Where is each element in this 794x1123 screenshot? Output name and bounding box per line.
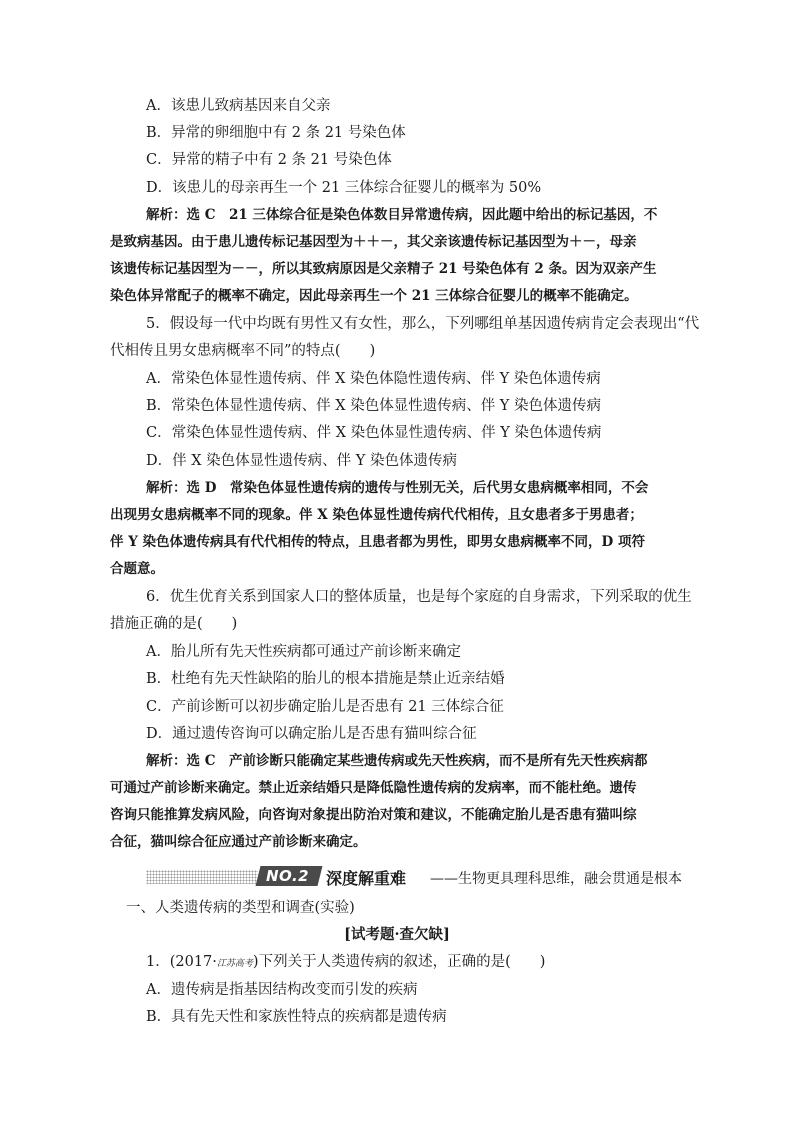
explanation-line: 合征，猫叫综合征应通过产前诊断来确定。 (110, 834, 367, 850)
explanation-line: 出现男女患病概率不同的现象。伴 X 染色体显性遗传病代代相传，且女患者多于男患者； (110, 507, 643, 523)
explanation-line: 解析：选 C 21 三体综合征是染色体数目异常遗传病，因此题中给出的标记基因，不 (146, 207, 658, 223)
explanation-line: 是致病基因。由于患儿遗传标记基因型为＋＋－，其父亲该遗传标记基因型为＋－，母亲 (110, 234, 637, 250)
question-source: 江苏高考 (216, 959, 253, 969)
option-b: B．常染色体显性遗传病、伴 X 染色体显性遗传病、伴 Y 染色体遗传病 (146, 398, 601, 414)
section-subtitle: ——生物更具理科思维，融会贯通是根本 (430, 871, 682, 887)
option-a: A．胎儿所有先天性疾病都可通过产前诊断来确定 (146, 644, 461, 660)
option-d: D．该患儿的母亲再生一个 21 三体综合征婴儿的概率为 50% (146, 180, 542, 196)
subsection-heading: [试考题·查欠缺] (344, 926, 450, 943)
explanation-line: 伴 Y 染色体遗传病具有代代相传的特点，且患者都为男性，即男女患病概率不同，D 项符 (110, 534, 645, 550)
explanation-line: 解析：选 C 产前诊断只能确定某些遗传病或先天性疾病，而不是所有先天性疾病都 (146, 753, 648, 769)
explanation-line: 解析：选 D 常染色体显性遗传病的遗传与性别无关，后代男女患病概率相同，不会 (146, 480, 649, 496)
section-title: 深度解重难 (326, 869, 407, 888)
option-c: C．异常的精子中有 2 条 21 号染色体 (146, 152, 392, 168)
option-a: A．该患儿致病基因来自父亲 (146, 98, 331, 114)
question-5-stem: 代相传且男女患病概率不同”的特点( ) (110, 343, 376, 359)
option-b: B．杜绝有先天性缺陷的胎儿的根本措施是禁止近亲结婚 (146, 671, 505, 687)
question-6-stem: 措施正确的是( ) (110, 616, 238, 632)
explanation-line: 染色体异常配子的概率不确定，因此母亲再生一个 21 三体综合征婴儿的概率不能确定。 (110, 288, 638, 304)
explanation-line: 该遗传标记基因型为－－，所以其致病原因是父亲精子 21 号染色体有 2 条。因为双亲产生 (110, 261, 657, 277)
option-c: C．产前诊断可以初步确定胎儿是否患有 21 三体综合征 (146, 699, 504, 715)
explanation-line: 可通过产前诊断来确定。禁止近亲结婚只是降低隐性遗传病的发病率，而不能杜绝。遗传 (110, 780, 637, 796)
option-a: A．遗传病是指基因结构改变而引发的疾病 (146, 982, 418, 998)
dotted-pattern (146, 870, 258, 884)
section-tag: NO.2 (266, 867, 310, 885)
section-heading: 一、人类遗传病的类型和调查(实验) (126, 900, 355, 916)
question-1-stem: 1．(2017·江苏高考)下列关于人类遗传病的叙述，正确的是( ) (146, 954, 546, 970)
option-c: C．常染色体显性遗传病、伴 X 染色体显性遗传病、伴 Y 染色体遗传病 (146, 425, 602, 441)
explanation-line: 咨询只能推算发病风险，向咨询对象提出防治对策和建议，不能确定胎儿是否患有猫叫综 (110, 807, 637, 823)
option-a: A．常染色体显性遗传病、伴 X 染色体隐性遗传病、伴 Y 染色体遗传病 (146, 371, 601, 387)
section-banner (146, 866, 686, 888)
option-b: B．异常的卵细胞中有 2 条 21 号染色体 (146, 125, 406, 141)
option-d: D．伴 X 染色体显性遗传病、伴 Y 染色体遗传病 (146, 453, 457, 469)
explanation-line: 合题意。 (110, 561, 164, 577)
option-b: B．具有先天性和家族性特点的疾病都是遗传病 (146, 1009, 447, 1025)
question-5-stem: 5．假设每一代中均既有男性又有女性，那么，下列哪组单基因遗传病肯定会表现出“代 (146, 316, 700, 332)
question-6-stem: 6．优生优育关系到国家人口的整体质量，也是每个家庭的自身需求，下列采取的优生 (146, 589, 692, 605)
option-d: D．通过遗传咨询可以确定胎儿是否患有猫叫综合征 (146, 726, 477, 742)
